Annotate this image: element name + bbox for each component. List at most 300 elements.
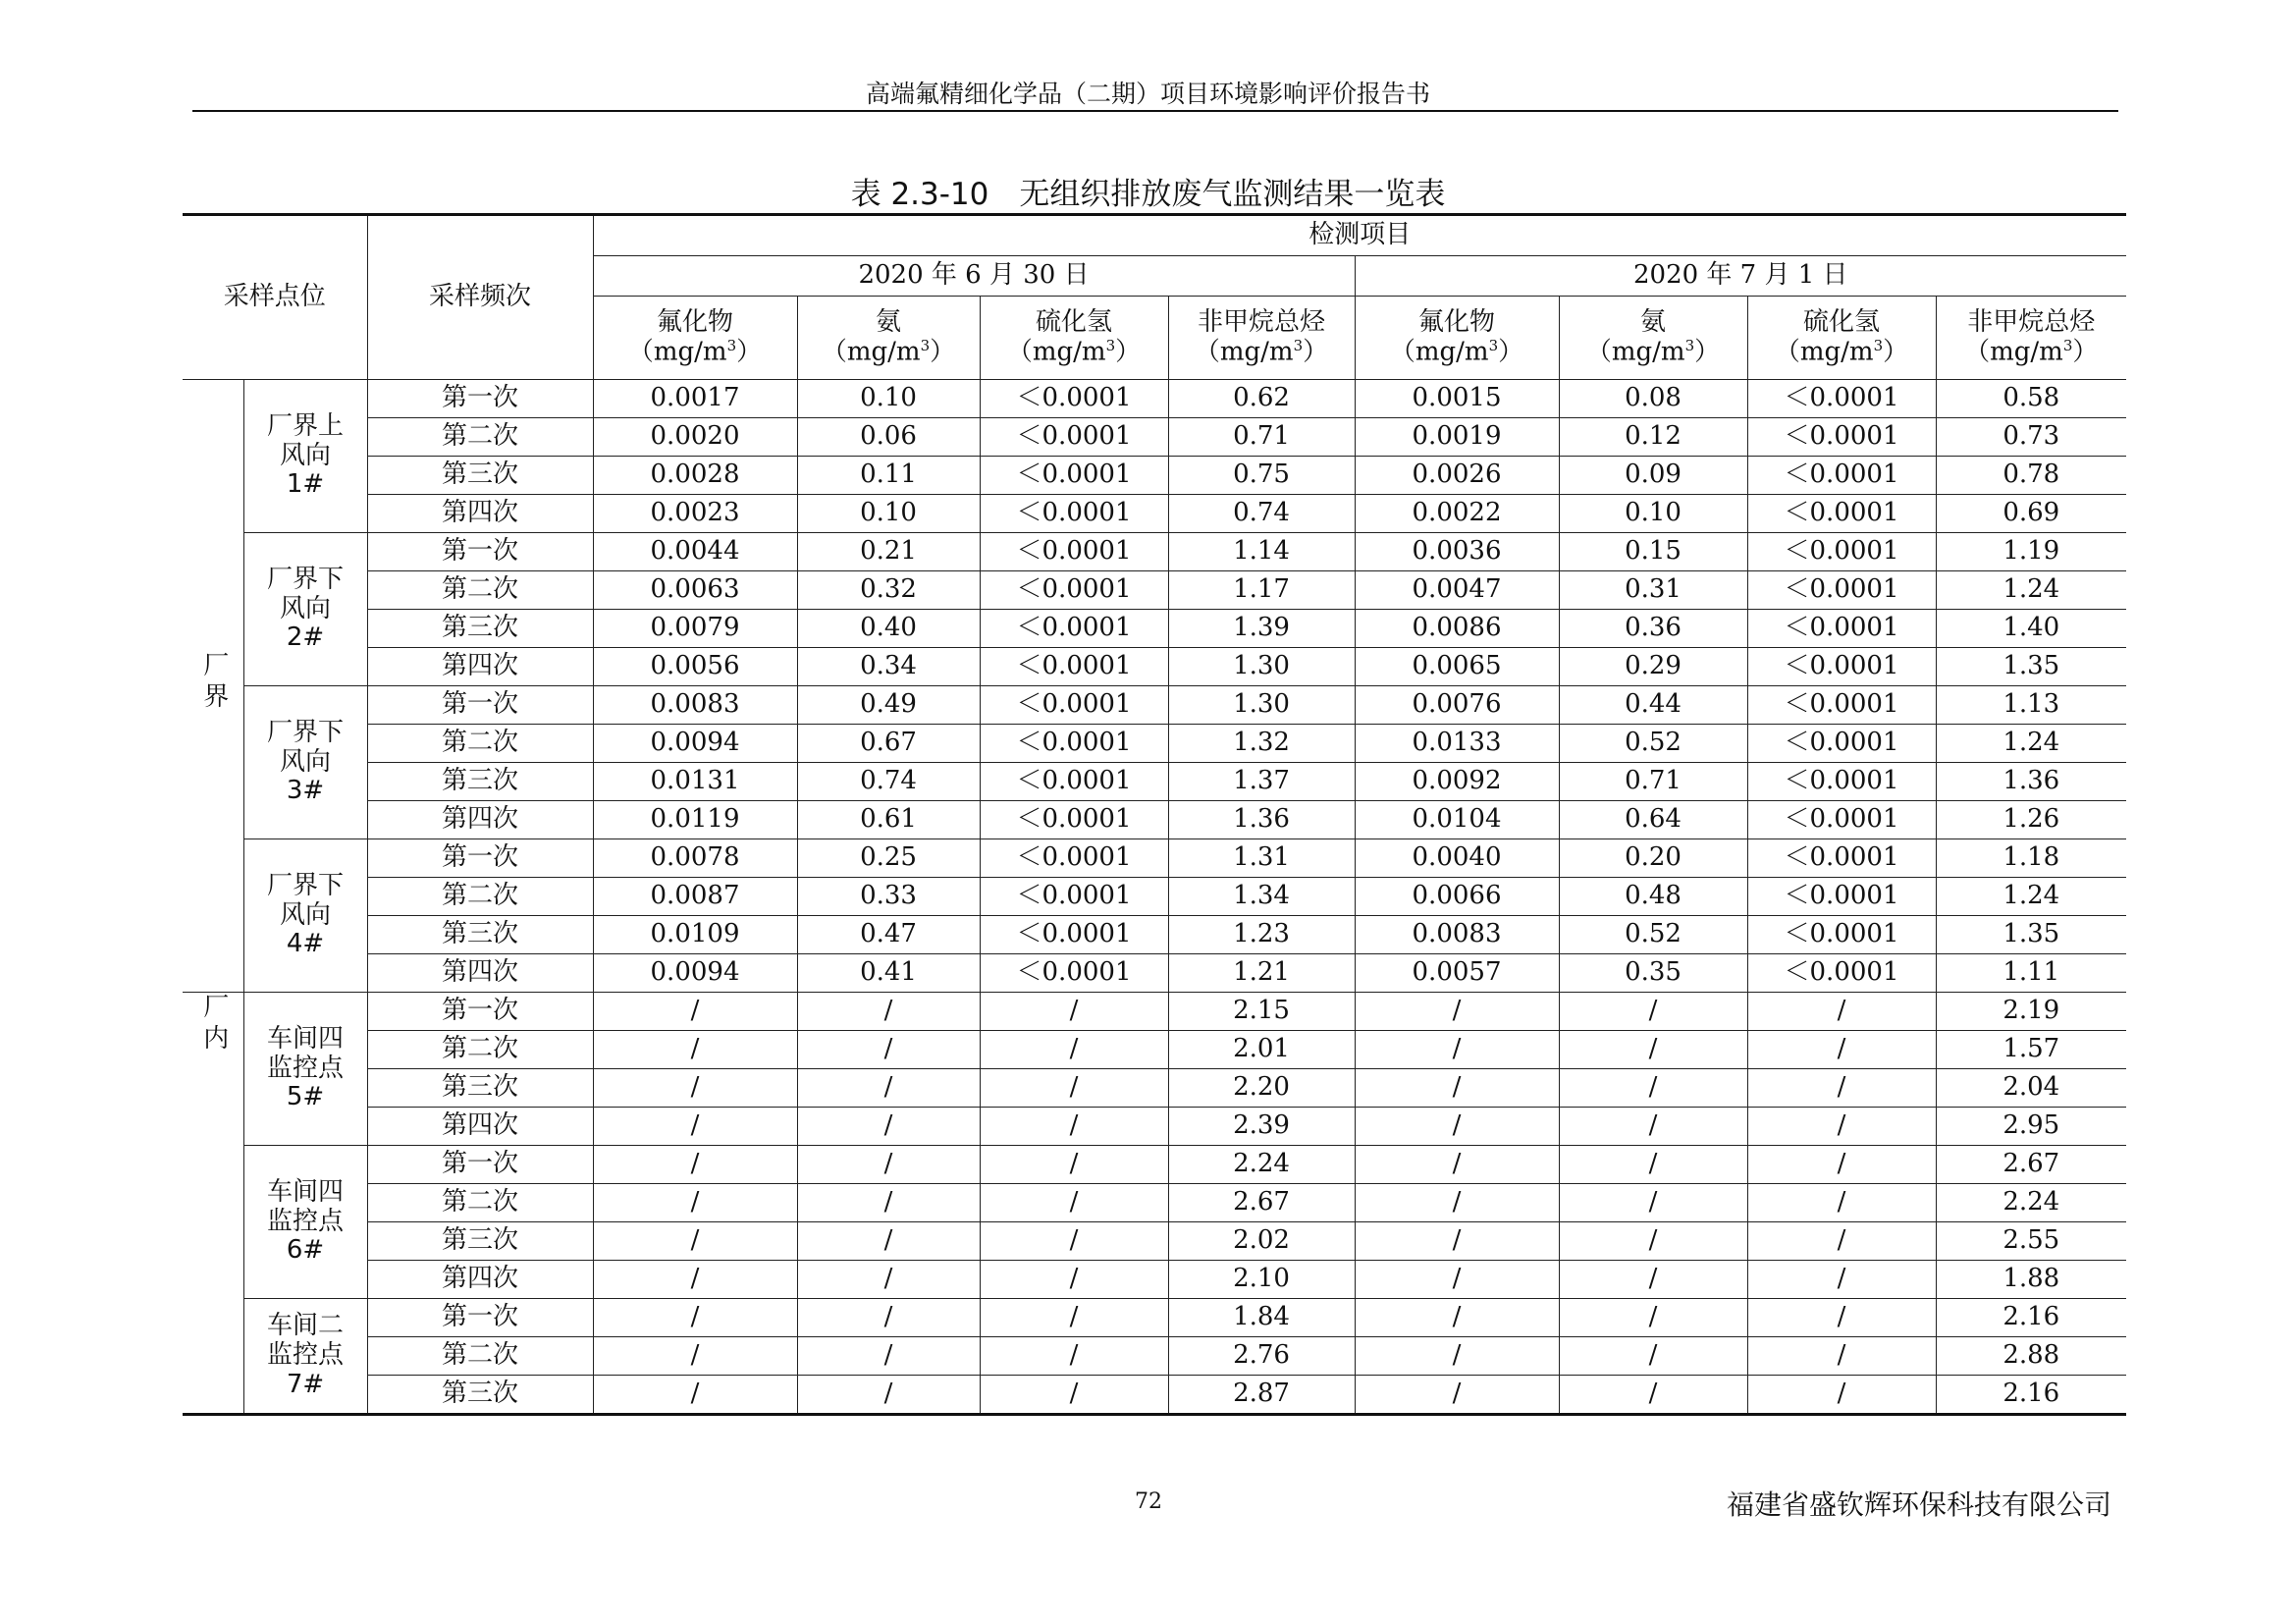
pollutant-unit: $(mg/m^3)$: [1585, 336, 1721, 367]
sampling-frequency-cell: 第二次: [367, 1031, 593, 1069]
value-cell: 0.74: [797, 763, 980, 801]
table-row: [183, 1261, 2126, 1299]
value-cell: 1.35: [1936, 916, 2126, 954]
value-cell: 0.0020: [593, 418, 797, 457]
value-cell: 0.71: [1559, 763, 1747, 801]
value-cell: 0.21: [797, 533, 980, 571]
value-cell: 1.31: [1168, 839, 1355, 878]
value-cell: 0.0078: [593, 839, 797, 878]
value-cell: /: [1355, 1261, 1559, 1299]
value-cell: /: [797, 1108, 980, 1146]
sampling-point-cell: 车间四监控点 5#: [243, 993, 367, 1146]
sampling-frequency-cell: 第三次: [367, 610, 593, 648]
pollutant-name: 氨: [1640, 306, 1667, 337]
value-cell: 1.34: [1168, 878, 1355, 916]
area-label: 厂界: [198, 650, 229, 714]
sampling-frequency-cell: 第一次: [367, 993, 593, 1031]
value-cell: 0.69: [1936, 495, 2126, 533]
value-cell: /: [797, 1184, 980, 1222]
value-cell: ＜0.0001: [980, 610, 1168, 648]
sampling-frequency-cell: 第四次: [367, 801, 593, 839]
value-cell: /: [980, 1031, 1168, 1069]
sampling-frequency-cell: 第一次: [367, 1299, 593, 1337]
value-cell: ＜0.0001: [980, 916, 1168, 954]
value-cell: 1.35: [1936, 648, 2126, 686]
header-date-2: 2020 年 7 月 1 日: [1355, 256, 2126, 297]
value-cell: ＜0.0001: [980, 457, 1168, 495]
value-cell: /: [980, 1299, 1168, 1337]
value-cell: /: [797, 1146, 980, 1184]
value-cell: 1.24: [1936, 571, 2126, 610]
value-cell: 0.0104: [1355, 801, 1559, 839]
value-cell: 0.0094: [593, 954, 797, 993]
value-cell: /: [1355, 1031, 1559, 1069]
area-cell: [183, 993, 243, 1415]
value-cell: /: [1355, 993, 1559, 1031]
page-number: 72: [1135, 1489, 1162, 1514]
value-cell: 0.48: [1559, 878, 1747, 916]
sampling-frequency-cell: 第三次: [367, 457, 593, 495]
value-cell: ＜0.0001: [980, 686, 1168, 725]
table-row: [183, 380, 2126, 418]
sampling-point-cell: 厂界下风向 3#: [243, 686, 367, 839]
value-cell: 0.64: [1559, 801, 1747, 839]
table-row: [183, 686, 2126, 725]
value-cell: 1.36: [1936, 763, 2126, 801]
sampling-frequency-cell: 第四次: [367, 954, 593, 993]
value-cell: /: [1747, 993, 1936, 1031]
value-cell: 2.88: [1936, 1337, 2126, 1376]
value-cell: ＜0.0001: [1747, 725, 1936, 763]
sampling-point-cell: 车间四监控点 6#: [243, 1146, 367, 1299]
sampling-frequency-cell: 第二次: [367, 1184, 593, 1222]
value-cell: 0.49: [797, 686, 980, 725]
value-cell: ＜0.0001: [1747, 801, 1936, 839]
value-cell: 0.44: [1559, 686, 1747, 725]
value-cell: /: [797, 1376, 980, 1415]
sampling-frequency-cell: 第二次: [367, 418, 593, 457]
sampling-frequency-cell: 第一次: [367, 380, 593, 418]
value-cell: /: [593, 1146, 797, 1184]
value-cell: 1.40: [1936, 610, 2126, 648]
value-cell: 0.75: [1168, 457, 1355, 495]
value-cell: /: [593, 1031, 797, 1069]
table-row: [183, 954, 2126, 993]
header-date-1: 2020 年 6 月 30 日: [593, 256, 1355, 297]
value-cell: ＜0.0001: [1747, 457, 1936, 495]
value-cell: 0.0119: [593, 801, 797, 839]
pollutant-header-cell: [980, 297, 1168, 380]
value-cell: 1.11: [1936, 954, 2126, 993]
value-cell: /: [593, 1222, 797, 1261]
value-cell: ＜0.0001: [980, 725, 1168, 763]
value-cell: 0.0047: [1355, 571, 1559, 610]
value-cell: 2.24: [1936, 1184, 2126, 1222]
pollutant-unit: $(mg/m^3)$: [821, 336, 956, 367]
value-cell: /: [593, 1261, 797, 1299]
value-cell: /: [1747, 1337, 1936, 1376]
value-cell: ＜0.0001: [980, 380, 1168, 418]
value-cell: 0.08: [1559, 380, 1747, 418]
pollutant-name: 硫化氢: [1803, 306, 1881, 337]
pollutant-unit: $(mg/m^3)$: [1389, 336, 1524, 367]
header-rule: [192, 110, 2118, 112]
value-cell: 1.30: [1168, 686, 1355, 725]
pollutant-header-cell: [1559, 297, 1747, 380]
table-body: [183, 380, 2126, 1415]
value-cell: ＜0.0001: [1747, 878, 1936, 916]
value-cell: 0.0094: [593, 725, 797, 763]
area-cell: [183, 380, 243, 993]
table-row: [183, 1299, 2126, 1337]
value-cell: 0.0019: [1355, 418, 1559, 457]
value-cell: /: [980, 1261, 1168, 1299]
value-cell: /: [1559, 1222, 1747, 1261]
value-cell: 1.24: [1936, 725, 2126, 763]
sampling-frequency-cell: 第二次: [367, 571, 593, 610]
value-cell: 1.26: [1936, 801, 2126, 839]
value-cell: ＜0.0001: [980, 418, 1168, 457]
monitoring-results-table: [183, 213, 2126, 1416]
sampling-frequency-cell: 第二次: [367, 1337, 593, 1376]
sampling-frequency-cell: 第三次: [367, 1222, 593, 1261]
value-cell: ＜0.0001: [1747, 418, 1936, 457]
value-cell: 0.10: [797, 380, 980, 418]
value-cell: 0.10: [797, 495, 980, 533]
value-cell: 0.15: [1559, 533, 1747, 571]
pollutant-unit: $(mg/m^3)$: [1194, 336, 1329, 367]
value-cell: /: [1747, 1184, 1936, 1222]
value-cell: 2.04: [1936, 1069, 2126, 1108]
value-cell: 0.0087: [593, 878, 797, 916]
value-cell: /: [593, 1376, 797, 1415]
value-cell: 1.13: [1936, 686, 2126, 725]
value-cell: ＜0.0001: [1747, 571, 1936, 610]
value-cell: ＜0.0001: [1747, 533, 1936, 571]
value-cell: /: [980, 1337, 1168, 1376]
table-row: [183, 1031, 2126, 1069]
value-cell: /: [1355, 1337, 1559, 1376]
value-cell: 0.0083: [1355, 916, 1559, 954]
table-row: [183, 1222, 2126, 1261]
table-row: [183, 1108, 2126, 1146]
pollutant-name: 硫化氢: [1036, 306, 1113, 337]
value-cell: 0.0083: [593, 686, 797, 725]
value-cell: /: [797, 1337, 980, 1376]
value-cell: /: [1355, 1069, 1559, 1108]
value-cell: 0.0057: [1355, 954, 1559, 993]
value-cell: 1.30: [1168, 648, 1355, 686]
value-cell: 0.11: [797, 457, 980, 495]
value-cell: ＜0.0001: [1747, 839, 1936, 878]
value-cell: 0.73: [1936, 418, 2126, 457]
value-cell: ＜0.0001: [1747, 686, 1936, 725]
value-cell: 0.09: [1559, 457, 1747, 495]
table-row: [183, 763, 2126, 801]
pollutant-header-cell: [1747, 297, 1936, 380]
value-cell: 0.0109: [593, 916, 797, 954]
value-cell: /: [1355, 1184, 1559, 1222]
value-cell: 2.02: [1168, 1222, 1355, 1261]
value-cell: 2.76: [1168, 1337, 1355, 1376]
sampling-point-cell: 车间二监控点 7#: [243, 1299, 367, 1415]
pollutant-name: 氟化物: [657, 306, 734, 337]
value-cell: 2.16: [1936, 1299, 2126, 1337]
value-cell: 0.31: [1559, 571, 1747, 610]
sampling-frequency-cell: 第四次: [367, 1108, 593, 1146]
value-cell: 1.23: [1168, 916, 1355, 954]
table-row: [183, 533, 2126, 571]
sampling-frequency-cell: 第二次: [367, 878, 593, 916]
pollutant-unit: $(mg/m^3)$: [627, 336, 763, 367]
document-header-title: 高端氟精细化学品（二期）项目环境影响评价报告书: [865, 80, 1430, 108]
value-cell: /: [1559, 1184, 1747, 1222]
value-cell: 0.74: [1168, 495, 1355, 533]
pollutant-header-cell: [1168, 297, 1355, 380]
value-cell: 0.78: [1936, 457, 2126, 495]
value-cell: ＜0.0001: [980, 495, 1168, 533]
value-cell: 0.71: [1168, 418, 1355, 457]
value-cell: /: [593, 1184, 797, 1222]
value-cell: /: [1559, 1146, 1747, 1184]
value-cell: 2.55: [1936, 1222, 2126, 1261]
value-cell: 2.01: [1168, 1031, 1355, 1069]
table-row: [183, 1146, 2126, 1184]
value-cell: ＜0.0001: [980, 839, 1168, 878]
value-cell: 0.0017: [593, 380, 797, 418]
value-cell: 1.21: [1168, 954, 1355, 993]
value-cell: /: [1747, 1031, 1936, 1069]
header-test-items: 检测项目: [593, 215, 2126, 256]
value-cell: 2.20: [1168, 1069, 1355, 1108]
value-cell: 0.0131: [593, 763, 797, 801]
sampling-frequency-cell: 第四次: [367, 1261, 593, 1299]
value-cell: /: [1747, 1222, 1936, 1261]
sampling-frequency-cell: 第三次: [367, 1376, 593, 1415]
sampling-point-cell: 厂界下风向 2#: [243, 533, 367, 686]
value-cell: ＜0.0001: [980, 571, 1168, 610]
value-cell: 0.0066: [1355, 878, 1559, 916]
pollutant-name: 氨: [876, 306, 902, 337]
value-cell: 2.16: [1936, 1376, 2126, 1415]
table-row: [183, 648, 2126, 686]
value-cell: ＜0.0001: [1747, 380, 1936, 418]
table-row: [183, 495, 2126, 533]
value-cell: ＜0.0001: [980, 763, 1168, 801]
value-cell: /: [1747, 1261, 1936, 1299]
value-cell: 0.62: [1168, 380, 1355, 418]
value-cell: /: [797, 993, 980, 1031]
value-cell: 2.19: [1936, 993, 2126, 1031]
value-cell: 1.19: [1936, 533, 2126, 571]
value-cell: ＜0.0001: [980, 878, 1168, 916]
value-cell: 2.24: [1168, 1146, 1355, 1184]
value-cell: 0.33: [797, 878, 980, 916]
value-cell: /: [593, 1069, 797, 1108]
value-cell: 0.0040: [1355, 839, 1559, 878]
value-cell: /: [980, 993, 1168, 1031]
value-cell: 0.0133: [1355, 725, 1559, 763]
value-cell: 0.36: [1559, 610, 1747, 648]
table-row: [183, 878, 2126, 916]
value-cell: /: [1559, 1299, 1747, 1337]
value-cell: 0.58: [1936, 380, 2126, 418]
value-cell: ＜0.0001: [980, 533, 1168, 571]
sampling-point-cell: 厂界上风向 1#: [243, 380, 367, 533]
table-row: [183, 1184, 2126, 1222]
value-cell: /: [1559, 993, 1747, 1031]
value-cell: ＜0.0001: [1747, 916, 1936, 954]
table-caption: 表 2.3-10 无组织排放废气监测结果一览表: [850, 177, 1446, 212]
sampling-frequency-cell: 第一次: [367, 1146, 593, 1184]
value-cell: 0.25: [797, 839, 980, 878]
table-row: [183, 1376, 2126, 1415]
table-row: [183, 801, 2126, 839]
value-cell: 0.35: [1559, 954, 1747, 993]
table-row: [183, 1337, 2126, 1376]
value-cell: /: [1355, 1376, 1559, 1415]
pollutant-header-cell: [593, 297, 797, 380]
value-cell: ＜0.0001: [1747, 763, 1936, 801]
value-cell: 0.0065: [1355, 648, 1559, 686]
value-cell: /: [1355, 1108, 1559, 1146]
sampling-frequency-cell: 第三次: [367, 916, 593, 954]
sampling-frequency-cell: 第三次: [367, 1069, 593, 1108]
sampling-frequency-cell: 第一次: [367, 686, 593, 725]
value-cell: /: [1747, 1146, 1936, 1184]
value-cell: 0.32: [797, 571, 980, 610]
value-cell: ＜0.0001: [980, 954, 1168, 993]
value-cell: 0.67: [797, 725, 980, 763]
value-cell: 0.0022: [1355, 495, 1559, 533]
value-cell: 0.0023: [593, 495, 797, 533]
value-cell: /: [1559, 1376, 1747, 1415]
value-cell: 0.20: [1559, 839, 1747, 878]
value-cell: 0.47: [797, 916, 980, 954]
value-cell: 1.37: [1168, 763, 1355, 801]
value-cell: /: [797, 1031, 980, 1069]
value-cell: /: [593, 1108, 797, 1146]
value-cell: 0.52: [1559, 725, 1747, 763]
value-cell: /: [797, 1222, 980, 1261]
pollutant-unit: $(mg/m^3)$: [1964, 336, 2099, 367]
value-cell: /: [980, 1069, 1168, 1108]
value-cell: /: [593, 1337, 797, 1376]
value-cell: 1.17: [1168, 571, 1355, 610]
value-cell: /: [1747, 1108, 1936, 1146]
value-cell: /: [797, 1069, 980, 1108]
value-cell: 1.36: [1168, 801, 1355, 839]
table-row: [183, 1069, 2126, 1108]
value-cell: 2.87: [1168, 1376, 1355, 1415]
value-cell: ＜0.0001: [1747, 495, 1936, 533]
value-cell: 0.0044: [593, 533, 797, 571]
pollutant-unit: $(mg/m^3)$: [1774, 336, 1909, 367]
value-cell: 0.0056: [593, 648, 797, 686]
value-cell: 0.29: [1559, 648, 1747, 686]
value-cell: 1.84: [1168, 1299, 1355, 1337]
value-cell: 1.88: [1936, 1261, 2126, 1299]
value-cell: 1.18: [1936, 839, 2126, 878]
value-cell: /: [980, 1222, 1168, 1261]
sampling-point-cell: 厂界下风向 4#: [243, 839, 367, 993]
value-cell: 0.0063: [593, 571, 797, 610]
value-cell: /: [593, 1299, 797, 1337]
value-cell: 0.0076: [1355, 686, 1559, 725]
value-cell: 2.39: [1168, 1108, 1355, 1146]
value-cell: /: [1747, 1376, 1936, 1415]
area-label: 厂内: [198, 993, 229, 1055]
value-cell: /: [1747, 1299, 1936, 1337]
value-cell: /: [1355, 1222, 1559, 1261]
value-cell: ＜0.0001: [1747, 954, 1936, 993]
sampling-frequency-cell: 第四次: [367, 648, 593, 686]
sampling-frequency-cell: 第四次: [367, 495, 593, 533]
header-sampling-frequency: 采样频次: [367, 215, 593, 380]
sampling-frequency-cell: 第一次: [367, 839, 593, 878]
value-cell: /: [1747, 1069, 1936, 1108]
value-cell: 1.57: [1936, 1031, 2126, 1069]
pollutant-name: 非甲烷总烃: [1198, 306, 1326, 337]
table-row: [183, 839, 2126, 878]
table-row: [183, 916, 2126, 954]
value-cell: 1.24: [1936, 878, 2126, 916]
table-row: [183, 610, 2126, 648]
value-cell: /: [1355, 1299, 1559, 1337]
value-cell: /: [1559, 1108, 1747, 1146]
value-cell: /: [1559, 1261, 1747, 1299]
value-cell: /: [980, 1146, 1168, 1184]
value-cell: /: [797, 1261, 980, 1299]
value-cell: 1.39: [1168, 610, 1355, 648]
value-cell: /: [797, 1299, 980, 1337]
value-cell: 0.61: [797, 801, 980, 839]
value-cell: ＜0.0001: [980, 801, 1168, 839]
value-cell: 0.0086: [1355, 610, 1559, 648]
value-cell: 0.0036: [1355, 533, 1559, 571]
value-cell: /: [980, 1184, 1168, 1222]
table-row: [183, 457, 2126, 495]
value-cell: 0.40: [797, 610, 980, 648]
table-row: [183, 993, 2126, 1031]
value-cell: 0.0028: [593, 457, 797, 495]
pollutant-name: 氟化物: [1418, 306, 1496, 337]
table-row: [183, 725, 2126, 763]
value-cell: 0.0015: [1355, 380, 1559, 418]
value-cell: 0.52: [1559, 916, 1747, 954]
value-cell: 2.10: [1168, 1261, 1355, 1299]
pollutant-name: 非甲烷总烃: [1967, 306, 2096, 337]
value-cell: 2.15: [1168, 993, 1355, 1031]
value-cell: /: [980, 1376, 1168, 1415]
header-sampling-point: 采样点位: [183, 215, 367, 380]
sampling-frequency-cell: 第三次: [367, 763, 593, 801]
value-cell: 1.32: [1168, 725, 1355, 763]
table-row: [183, 418, 2126, 457]
value-cell: ＜0.0001: [1747, 648, 1936, 686]
value-cell: 0.06: [797, 418, 980, 457]
sampling-frequency-cell: 第二次: [367, 725, 593, 763]
value-cell: 0.12: [1559, 418, 1747, 457]
value-cell: 2.95: [1936, 1108, 2126, 1146]
footer-company: 福建省盛钦辉环保科技有限公司: [1726, 1488, 2111, 1521]
value-cell: ＜0.0001: [980, 648, 1168, 686]
value-cell: 2.67: [1936, 1146, 2126, 1184]
value-cell: /: [593, 993, 797, 1031]
value-cell: 1.14: [1168, 533, 1355, 571]
value-cell: 0.34: [797, 648, 980, 686]
value-cell: /: [1559, 1069, 1747, 1108]
